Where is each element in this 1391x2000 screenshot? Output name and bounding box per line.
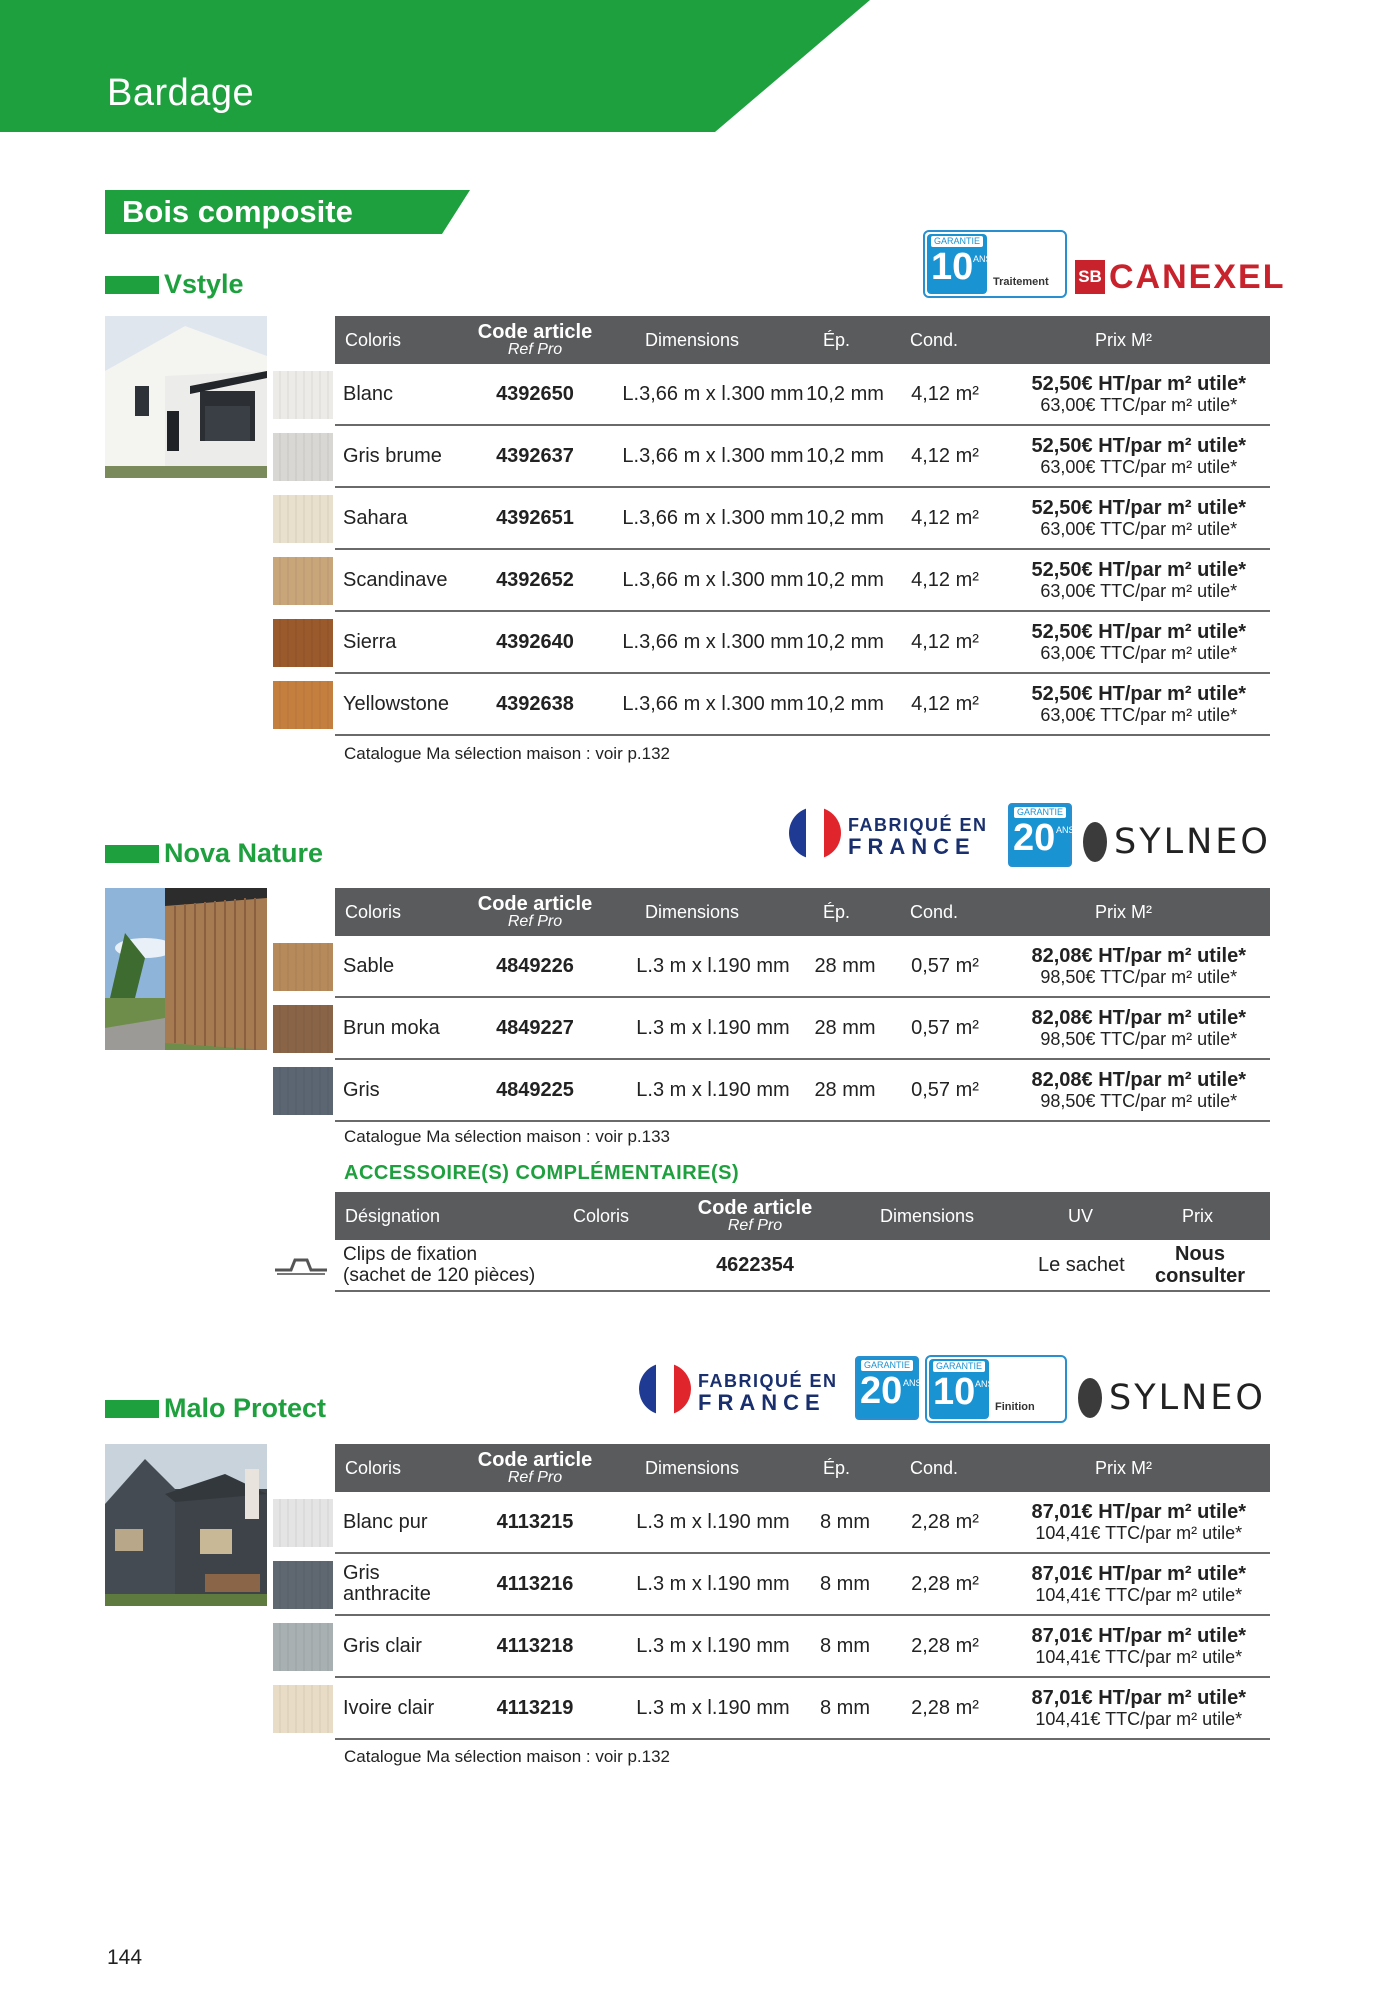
price-ttc: 104,41€ TTC/par m² utile* [1035,1584,1243,1605]
code-cell: 4113215 [496,1510,574,1533]
accessories-table [335,1192,1270,1292]
price-ttc: 63,00€ TTC/par m² utile* [1040,456,1238,477]
nova-title: Nova Nature [164,838,324,868]
dimensions-cell: L.3 m x l.190 mm [636,954,790,977]
table-row [335,612,1270,674]
ep-cell: 8 mm [820,1696,870,1719]
guarantee-years: 20 [1013,817,1056,859]
fab-line1: FABRIQUÉ EN [698,1371,838,1391]
price-cell [1031,612,1246,672]
page-number: 144 [107,1946,143,1969]
cond-cell: 4,12 m² [911,382,979,405]
guarantee-10-block [929,1359,994,1419]
price-cell [1031,426,1246,486]
price-ht: 52,50€ HT/par m² utile* [1031,558,1246,581]
header-cond: Cond. [910,1457,959,1478]
guarantee-caption: Finition [995,1401,1035,1413]
nova-facade-photo [105,888,267,1050]
ep-cell: 8 mm [820,1510,870,1533]
header-dimensions: Dimensions [880,1205,975,1226]
color-swatch [273,943,333,991]
malo-house-photo [105,1444,267,1606]
dimensions-cell: L.3 m x l.190 mm [636,1572,790,1595]
dimensions-cell: L.3 m x l.190 mm [636,1696,790,1719]
cond-cell: 4,12 m² [911,506,979,529]
table-row [335,488,1270,550]
malo-table-header [335,1444,1270,1492]
header-code [465,1444,605,1492]
code-cell: 4113218 [496,1634,574,1657]
coloris-cell: Gris anthracite [343,1562,431,1605]
code-cell: 4113219 [496,1696,574,1719]
price-ttc: 98,50€ TTC/par m² utile* [1040,1028,1238,1049]
price-cell [1031,674,1246,734]
cond-cell: 2,28 m² [911,1634,979,1657]
dimensions-cell: L.3 m x l.190 mm [636,1016,790,1039]
dimensions-cell: L.3 m x l.190 mm [636,1510,790,1533]
price-ht: 52,50€ HT/par m² utile* [1031,372,1246,395]
header-code [465,316,605,364]
vstyle-table [335,316,1270,736]
guarantee-label: GARANTIE [931,236,983,247]
fab-line2: FRANCE [698,1390,826,1415]
color-swatch [273,1623,333,1671]
cond-cell: 2,28 m² [911,1510,979,1533]
ep-cell: 10,2 mm [806,382,884,405]
coloris-cell: Gris brume [343,444,442,467]
vstyle-table-header [335,316,1270,364]
color-swatch [273,619,333,667]
color-swatch [273,495,333,543]
header-prix: Prix M² [1095,1457,1152,1478]
header-cond: Cond. [910,901,959,922]
color-swatch [273,1067,333,1115]
guarantee-20-block [855,1356,922,1420]
price-ht: 87,01€ HT/par m² utile* [1031,1624,1246,1647]
price-ht: 87,01€ HT/par m² utile* [1031,1562,1246,1585]
table-row [335,1616,1270,1678]
header-dimensions: Dimensions [645,1457,740,1478]
coloris-cell: Sahara [343,506,408,529]
color-swatch [273,1499,333,1547]
vstyle-house-photo [105,316,267,478]
france-flag-icon [787,805,843,861]
ep-cell: 10,2 mm [806,630,884,653]
table-row [335,998,1270,1060]
dimensions-cell: L.3,66 m x l.300 mm [622,692,804,715]
dimensions-cell: L.3,66 m x l.300 mm [622,444,804,467]
guarantee-label: GARANTIE [861,1360,913,1371]
table-row [335,364,1270,426]
price-cell [1031,364,1246,424]
cond-cell: 2,28 m² [911,1696,979,1719]
vstyle-catalog-note: Catalogue Ma sélection maison : voir p.132 [344,744,671,763]
header-coloris: Coloris [345,1457,402,1478]
malo-title-bar [105,1400,159,1418]
coloris-cell: Sierra [343,630,397,653]
coloris-cell: Gris clair [343,1634,422,1657]
malo-guarantee-badge [925,1355,1067,1423]
ep-cell: 10,2 mm [806,444,884,467]
color-swatch [273,371,333,419]
guarantee-label: GARANTIE [933,1361,985,1372]
accessories-table-header [335,1192,1270,1240]
ep-cell: 28 mm [814,954,876,977]
dimensions-cell: L.3,66 m x l.300 mm [622,506,804,529]
price-ht: 82,08€ HT/par m² utile* [1031,1068,1246,1091]
malo-catalog-note: Catalogue Ma sélection maison : voir p.132 [344,1747,671,1766]
accessory-price [1145,1240,1255,1290]
dimensions-cell: L.3 m x l.190 mm [636,1634,790,1657]
malo-title: Malo Protect [164,1393,327,1423]
guarantee-years: 20 [860,1370,903,1412]
code-cell: 4392651 [496,506,574,529]
guarantee-20-block [1008,803,1075,867]
table-row [335,1060,1270,1122]
dimensions-cell: L.3,66 m x l.300 mm [622,568,804,591]
coloris-cell: Scandinave [343,568,448,591]
price-ttc: 98,50€ TTC/par m² utile* [1040,966,1238,987]
table-row [335,426,1270,488]
accessories-row [335,1240,1270,1292]
price-cell [1031,998,1246,1058]
cond-cell: 4,12 m² [911,568,979,591]
price-ht: 87,01€ HT/par m² utile* [1031,1686,1246,1709]
header-code-label: Code article [477,1449,593,1471]
code-cell: 4113216 [496,1572,574,1595]
color-swatch [273,557,333,605]
fabrique-en-france-label [698,1371,838,1415]
fabrique-en-france-label [848,815,988,859]
page-title: Bardage [107,72,255,114]
price-ttc: 63,00€ TTC/par m² utile* [1040,580,1238,601]
header-ep: Ép. [823,901,851,922]
color-swatch [273,1005,333,1053]
header-coloris: Coloris [573,1205,630,1226]
guarantee-ans: ANS [973,254,992,264]
vstyle-table-body [335,364,1270,736]
designation-line1: Clips de fixation [343,1244,478,1265]
nova-table-header [335,888,1270,936]
guarantee-ans: ANS [903,1378,922,1388]
header-code-label: Code article [477,893,593,915]
price-line2: consulter [1154,1265,1246,1287]
table-row [335,674,1270,736]
price-cell [1031,1678,1246,1738]
table-row [335,1678,1270,1740]
cond-cell: 0,57 m² [911,1016,979,1039]
dimensions-cell: L.3,66 m x l.300 mm [622,630,804,653]
price-cell [1031,1060,1246,1120]
guarantee-label: GARANTIE [1014,807,1066,818]
code-cell: 4392637 [496,444,574,467]
price-ht: 87,01€ HT/par m² utile* [1031,1500,1246,1523]
canexel-brand: CANEXEL [1109,258,1286,296]
ep-cell: 28 mm [814,1078,876,1101]
guarantee-years: 10 [933,1371,976,1413]
coloris-cell: Sable [343,954,395,977]
color-swatch [273,681,333,729]
guarantee-ans: ANS [975,1379,994,1389]
header-code-label: Code article [477,321,593,343]
canexel-logo: SB [1075,260,1105,294]
code-cell: 4849227 [496,1016,574,1039]
price-ht: 52,50€ HT/par m² utile* [1031,434,1246,457]
malo-table [335,1444,1270,1740]
cond-cell: 4,12 m² [911,444,979,467]
nova-table [335,888,1270,1122]
color-swatch [273,1685,333,1733]
coloris-cell: Blanc [343,382,394,405]
accessories-title: ACCESSOIRE(S) COMPLÉMENTAIRE(S) [344,1162,740,1184]
coloris-cell: Gris [343,1078,380,1101]
cond-cell: 0,57 m² [911,1078,979,1101]
guarantee-years: 10 [931,246,974,288]
guarantee-caption: Traitement [993,276,1049,288]
price-ttc: 104,41€ TTC/par m² utile* [1035,1522,1243,1543]
accessory-uv: Le sachet [1038,1253,1125,1276]
price-ht: 52,50€ HT/par m² utile* [1031,496,1246,519]
fixing-clip-icon [273,1254,329,1276]
accessory-code: 4622354 [716,1253,794,1276]
price-ttc: 63,00€ TTC/par m² utile* [1040,394,1238,415]
header-ref-label: Ref Pro [507,913,563,930]
ep-cell: 10,2 mm [806,568,884,591]
price-ttc: 63,00€ TTC/par m² utile* [1040,518,1238,539]
cond-cell: 2,28 m² [911,1572,979,1595]
table-row [335,550,1270,612]
coloris-cell: Yellowstone [343,692,450,715]
price-ttc: 63,00€ TTC/par m² utile* [1040,642,1238,663]
header-coloris: Coloris [345,329,402,350]
cond-cell: 0,57 m² [911,954,979,977]
sylneo-brand: SYLNEO [1114,822,1271,862]
ep-cell: 10,2 mm [806,692,884,715]
price-ttc: 98,50€ TTC/par m² utile* [1040,1090,1238,1111]
sylneo-leaf-icon [1080,820,1110,864]
section-title: Bois composite [122,194,353,229]
price-cell [1031,488,1246,548]
header-coloris: Coloris [345,901,402,922]
price-ht: 52,50€ HT/par m² utile* [1031,682,1246,705]
price-line1: Nous [1175,1243,1225,1265]
code-cell: 4849226 [496,954,574,977]
header-prix: Prix M² [1095,901,1152,922]
malo-table-body [335,1492,1270,1740]
vstyle-title-bar [105,276,159,294]
price-ttc: 104,41€ TTC/par m² utile* [1035,1708,1243,1729]
header-dimensions: Dimensions [645,329,740,350]
vstyle-title: Vstyle [164,269,244,299]
header-prix: Prix [1182,1205,1213,1226]
table-row [335,1554,1270,1616]
price-cell [1031,550,1246,610]
color-swatch [273,433,333,481]
code-cell: 4392652 [496,568,574,591]
dimensions-cell: L.3 m x l.190 mm [636,1078,790,1101]
coloris-cell: Brun moka [343,1016,440,1039]
header-prix: Prix M² [1095,329,1152,350]
header-code [465,888,605,936]
sylneo-leaf-icon [1075,1376,1105,1420]
nova-title-bar [105,845,159,863]
ep-cell: 10,2 mm [806,506,884,529]
header-ep: Ép. [823,329,851,350]
header-cond: Cond. [910,329,959,350]
nova-catalog-note: Catalogue Ma sélection maison : voir p.133 [344,1127,671,1146]
price-ttc: 104,41€ TTC/par m² utile* [1035,1646,1243,1667]
fab-line2: FRANCE [848,834,976,859]
cond-cell: 4,12 m² [911,692,979,715]
coloris-cell: Blanc pur [343,1510,428,1533]
code-cell: 4849225 [496,1078,574,1101]
header-code-label: Code article [697,1197,813,1219]
price-ht: 52,50€ HT/par m² utile* [1031,620,1246,643]
table-row [335,1492,1270,1554]
price-ttc: 63,00€ TTC/par m² utile* [1040,704,1238,725]
price-ht: 82,08€ HT/par m² utile* [1031,1006,1246,1029]
fab-line1: FABRIQUÉ EN [848,815,988,835]
ep-cell: 8 mm [820,1634,870,1657]
designation-line2: (sachet de 120 pièces) [343,1265,536,1286]
price-ht: 82,08€ HT/par m² utile* [1031,944,1246,967]
header-uv: UV [1068,1205,1094,1226]
nova-table-body [335,936,1270,1122]
price-cell [1031,1492,1246,1552]
price-cell [1031,1554,1246,1614]
header-ref-label: Ref Pro [727,1217,783,1234]
header-code [685,1192,825,1240]
header-ref-label: Ref Pro [507,341,563,358]
cond-cell: 4,12 m² [911,630,979,653]
guarantee-ans: ANS [1056,825,1075,835]
code-cell: 4392650 [496,382,574,405]
header-dimensions: Dimensions [645,901,740,922]
price-cell [1031,936,1246,996]
code-cell: 4392640 [496,630,574,653]
header-designation: Désignation [345,1205,441,1226]
coloris-cell: Ivoire clair [343,1696,435,1719]
code-cell: 4392638 [496,692,574,715]
france-flag-icon [637,1361,693,1417]
ep-cell: 8 mm [820,1572,870,1595]
header-ep: Ép. [823,1457,851,1478]
guarantee-10-block [927,234,992,294]
dimensions-cell: L.3,66 m x l.300 mm [622,382,804,405]
accessory-designation [343,1240,535,1290]
ep-cell: 28 mm [814,1016,876,1039]
sylneo-brand: SYLNEO [1109,1378,1266,1418]
color-swatch [273,1561,333,1609]
price-cell [1031,1616,1246,1676]
table-row [335,936,1270,998]
header-ref-label: Ref Pro [507,1469,563,1486]
vstyle-guarantee-badge [923,230,1067,298]
